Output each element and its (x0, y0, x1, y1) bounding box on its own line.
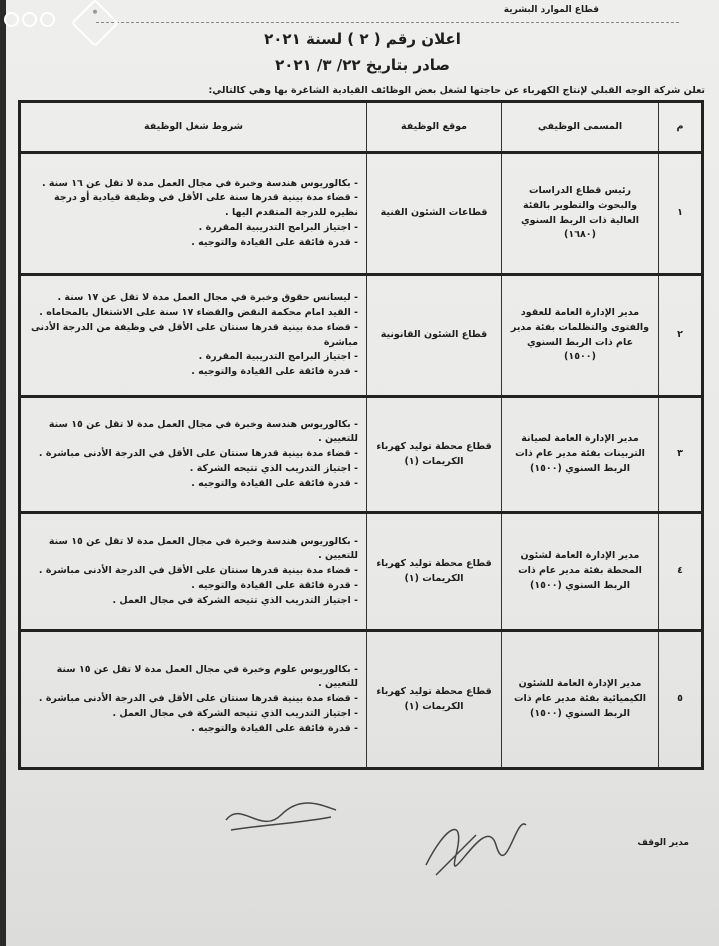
job-location: قطاع محطة توليد كهرباء الكريمات (١) (367, 397, 502, 513)
more-options-icon[interactable] (4, 12, 55, 27)
header-num: م (659, 102, 703, 153)
job-conditions (20, 631, 367, 769)
header-divider (96, 22, 679, 23)
announcement-intro: تعلن شركة الوجه القبلي لإنتاج الكهرباء عن حاجتها لشغل بعض الوظائف القيادية الشاغرة بها وهي كالتالي: (208, 85, 705, 96)
condition-item: - قدرة فائقة على القيادة والتوجيه . (191, 236, 358, 248)
condition-item: - قدرة فائقة على القيادة والتوجيه . (191, 579, 358, 591)
condition-item: - اجتياز البرامج التدريبية المقررة . (198, 351, 358, 363)
row-number: ٥ (659, 631, 703, 769)
row-number: ٢ (659, 275, 703, 397)
job-title: مدير الإدارة العامة لصيانة التربينات بفئة مدير عام ذات الربط السنوي (١٥٠٠) (502, 397, 659, 513)
condition-item: - اجتياز البرامج التدريبية المقررة . (198, 221, 358, 233)
condition-item: - اجتياز التدريب الذي تتيحه الشركة . (189, 462, 358, 474)
condition-item: - قضاء مدة بينية قدرها سنتان على الأقل في الدرجة الأدنى مباشرة . (38, 693, 358, 705)
row-number: ١ (659, 153, 703, 275)
condition-item: - بكالوريوس هندسة وخبرة في مجال العمل مدة لا تقل عن ١٥ سنة للتعيين . (48, 535, 358, 562)
job-conditions (20, 513, 367, 631)
row-number: ٤ (659, 513, 703, 631)
condition-item: - قدرة فائقة على القيادة والتوجيه . (191, 365, 358, 377)
condition-item: - قضاء مدة بينية قدرها سنتان على الأقل في الدرجة الأدنى مباشرة . (38, 565, 358, 577)
condition-item: - قضاء مدة بينية قدرها سنتان على الأقل في وظيفة من الدرجة الأدنى مباشرة (30, 321, 358, 348)
header-location: موقع الوظيفة (367, 102, 502, 153)
document-page (6, 0, 719, 946)
condition-item: - قضاء مدة بينية قدرها سنتان على الأقل في الدرجة الأدنى مباشرة . (38, 448, 358, 460)
table-header-row (20, 102, 703, 153)
job-conditions (20, 153, 367, 275)
condition-item: - بكالوريوس علوم وخبرة في مجال العمل مدة لا تقل عن ١٥ سنة للتعيين . (56, 663, 358, 690)
job-conditions (20, 275, 367, 397)
table-row (20, 631, 703, 769)
signature-1 (221, 795, 341, 845)
condition-item: - قضاء مدة بينية قدرها سنة على الأقل في وظيفة قيادية أو درجة نظيره للدرجة المتقدم اليها . (53, 192, 358, 219)
header-conditions: شروط شغل الوظيفة (20, 102, 367, 153)
condition-item: - القيد امام محكمة النقض والقضاء ١٧ سنة على الاشتغال بالمحاماه . (39, 307, 358, 319)
row-number: ٣ (659, 397, 703, 513)
header-title: المسمى الوظيفي (502, 102, 659, 153)
job-location: قطاع محطة توليد كهرباء الكريمات (١) (367, 631, 502, 769)
job-title: مدير الإدارة العامة للشئون الكيميائية بفئة مدير عام ذات الربط السنوي (١٥٠٠) (502, 631, 659, 769)
condition-item: - قدرة فائقة على القيادة والتوجيه . (191, 722, 358, 734)
signatory-label: مدير الوقف (637, 838, 689, 848)
condition-item: - ليسانس حقوق وخبرة في مجال العمل مدة لا تقل عن ١٧ سنة . (57, 292, 358, 304)
table-row (20, 153, 703, 275)
condition-item: - اجتياز التدريب الذي تتيحه الشركة في مجال العمل . (112, 707, 358, 719)
condition-item: - قدرة فائقة على القيادة والتوجيه . (191, 477, 358, 489)
jobs-table (18, 100, 704, 770)
signature-2 (416, 805, 536, 885)
table-row (20, 397, 703, 513)
announcement-title: اعلان رقم ( ٢ ) لسنة ٢٠٢١ (264, 30, 461, 48)
job-location: قطاعات الشئون الفنية (367, 153, 502, 275)
job-conditions (20, 397, 367, 513)
table-row (20, 513, 703, 631)
job-title: رئيس قطاع الدراسات والبحوث والتطوير بالفئة العالية ذات الربط السنوي (١٦٨٠) (502, 153, 659, 275)
job-location: قطاع محطة توليد كهرباء الكريمات (١) (367, 513, 502, 631)
condition-item: - اجتياز التدريب الذي تتيحه الشركة في مجال العمل . (112, 594, 358, 606)
job-title: مدير الإدارة العامة لشئون المحطة بفئة مدير عام ذات الربط السنوي (١٥٠٠) (502, 513, 659, 631)
condition-item: - بكالوريوس هندسة وخبرة في مجال العمل مدة لا تقل عن ١٥ سنة للتعيين . (48, 418, 358, 445)
condition-item: - بكالوريوس هندسة وخبرة في مجال العمل مدة لا تقل عن ١٦ سنة . (41, 177, 358, 189)
table-row (20, 275, 703, 397)
department-name: قطاع الموارد البشرية (503, 5, 599, 15)
announcement-date: صادر بتاريخ ٢٢/ ٣/ ٢٠٢١ (275, 56, 450, 74)
photo-edge (0, 0, 6, 946)
job-location: قطاع الشئون القانونية (367, 275, 502, 397)
job-title: مدير الإدارة العامة للعقود والفتوى والتظلمات بفئة مدير عام ذات الربط السنوي (١٥٠٠) (502, 275, 659, 397)
